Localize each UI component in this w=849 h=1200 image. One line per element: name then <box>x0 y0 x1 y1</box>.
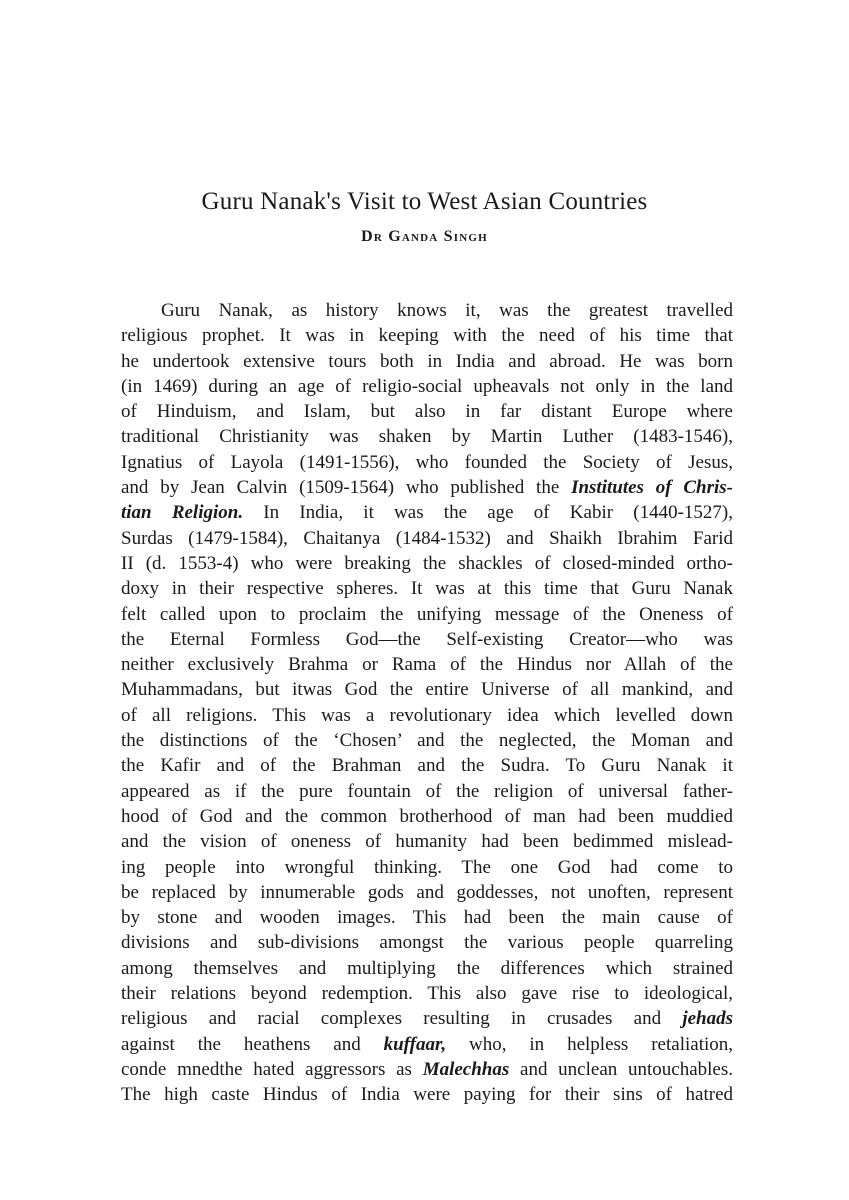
text-span: neither exclusively Brahma or Rama of the Hindus nor Allah of the <box>121 654 733 676</box>
article-title: Guru Nanak's Visit to West Asian Countries <box>201 188 648 215</box>
text-line <box>121 880 733 905</box>
text-span: Ignatius of Layola (1491-1556), who founded the Society of Jesus, <box>121 451 733 473</box>
text-line <box>121 323 733 348</box>
text-span: religious prophet. It was in keeping with the need of his time that <box>121 325 733 347</box>
italic-text-span: Institutes of Chris- <box>571 477 733 499</box>
text-span: conde mnedthe hated aggressors as <box>121 1058 423 1080</box>
text-span: and unclean untouchables. <box>509 1058 733 1080</box>
text-span: felt called upon to proclaim the unifying message of the Oneness of <box>121 603 733 625</box>
text-line <box>121 728 733 753</box>
text-line <box>121 627 733 652</box>
italic-text-span: kuffaar, <box>383 1033 447 1055</box>
text-span: by stone and wooden images. This had been the main cause of <box>121 907 733 929</box>
text-line <box>121 1006 733 1031</box>
text-span: doxy in their respective spheres. It was at this time that Guru Nanak <box>121 578 733 600</box>
text-line <box>121 829 733 854</box>
text-span: traditional Christianity was shaken by Martin Luther (1483-1546), <box>121 426 733 448</box>
text-line <box>121 753 733 778</box>
text-line <box>121 424 733 449</box>
text-span: against the heathens and <box>121 1033 384 1055</box>
article-author: Dr Ganda Singh <box>361 228 488 245</box>
text-line <box>121 450 733 475</box>
text-line <box>121 1057 733 1082</box>
text-line <box>121 1032 733 1057</box>
text-line <box>121 1082 733 1107</box>
text-line <box>121 576 733 601</box>
text-span: be replaced by innumerable gods and goddesses, not unoften, represent <box>121 881 733 903</box>
text-line <box>121 349 733 374</box>
text-span: Guru Nanak, as history knows it, was the greatest travelled <box>161 300 733 321</box>
text-span: (in 1469) during an age of religio-social upheavals not only in the land <box>121 375 733 397</box>
text-line <box>121 905 733 930</box>
text-span: and by Jean Calvin (1509-1564) who published the <box>121 477 572 499</box>
text-line <box>121 551 733 576</box>
text-span: ing people into wrongful thinking. The one God had come to <box>121 856 733 878</box>
text-span: Surdas (1479-1584), Chaitanya (1484-1532) and Shaikh Ibrahim Farid <box>121 527 733 549</box>
text-line <box>121 703 733 728</box>
italic-text-span: Malechhas <box>422 1058 510 1080</box>
article-body <box>121 298 733 1108</box>
text-line <box>121 399 733 424</box>
text-span: appeared as if the pure fountain of the religion of universal father- <box>121 780 733 802</box>
italic-text-span: jehads <box>682 1008 733 1030</box>
text-span: he undertook extensive tours both in India and abroad. He was born <box>121 350 733 372</box>
text-span: hood of God and the common brotherhood of man had been muddied <box>121 805 733 827</box>
text-line <box>121 677 733 702</box>
text-span: the distinctions of the ‘Chosen’ and the neglected, the Moman and <box>121 730 733 752</box>
text-line <box>121 855 733 880</box>
text-span: II (d. 1553-4) who were breaking the shackles of closed-minded ortho- <box>121 552 733 574</box>
text-span: Muhammadans, but itwas God the entire Universe of all mankind, and <box>121 679 733 701</box>
text-line <box>121 779 733 804</box>
text-span: who, in helpless retaliation, <box>446 1033 733 1055</box>
text-span: the Eternal Formless God—the Self-existing Creator—who was <box>121 628 733 650</box>
text-span: In India, it was the age of Kabir (1440-1527), <box>243 502 733 524</box>
text-line <box>121 981 733 1006</box>
text-span: religious and racial complexes resulting in crusades and <box>121 1008 683 1030</box>
text-line <box>121 298 733 323</box>
text-span: The high caste Hindus of India were paying for their sins of hatred <box>121 1084 733 1106</box>
text-line <box>121 526 733 551</box>
text-span: of all religions. This was a revolutionary idea which levelled down <box>121 704 733 726</box>
text-line <box>121 500 733 525</box>
text-line <box>121 804 733 829</box>
text-span: the Kafir and of the Brahman and the Sudra. To Guru Nanak it <box>121 755 733 777</box>
text-line <box>121 602 733 627</box>
text-span: divisions and sub-divisions amongst the various people quarreling <box>121 932 733 954</box>
text-span: and the vision of oneness of humanity had been bedimmed mislead- <box>121 831 733 853</box>
text-line <box>121 374 733 399</box>
text-span: their relations beyond redemption. This also gave rise to ideological, <box>121 983 733 1005</box>
text-span: of Hinduism, and Islam, but also in far distant Europe where <box>121 401 733 423</box>
text-line <box>121 475 733 500</box>
italic-text-span: tian Religion. <box>121 502 244 524</box>
text-line <box>121 652 733 677</box>
text-line <box>121 930 733 955</box>
text-line <box>121 956 733 981</box>
text-span: among themselves and multiplying the differences which strained <box>121 957 733 979</box>
